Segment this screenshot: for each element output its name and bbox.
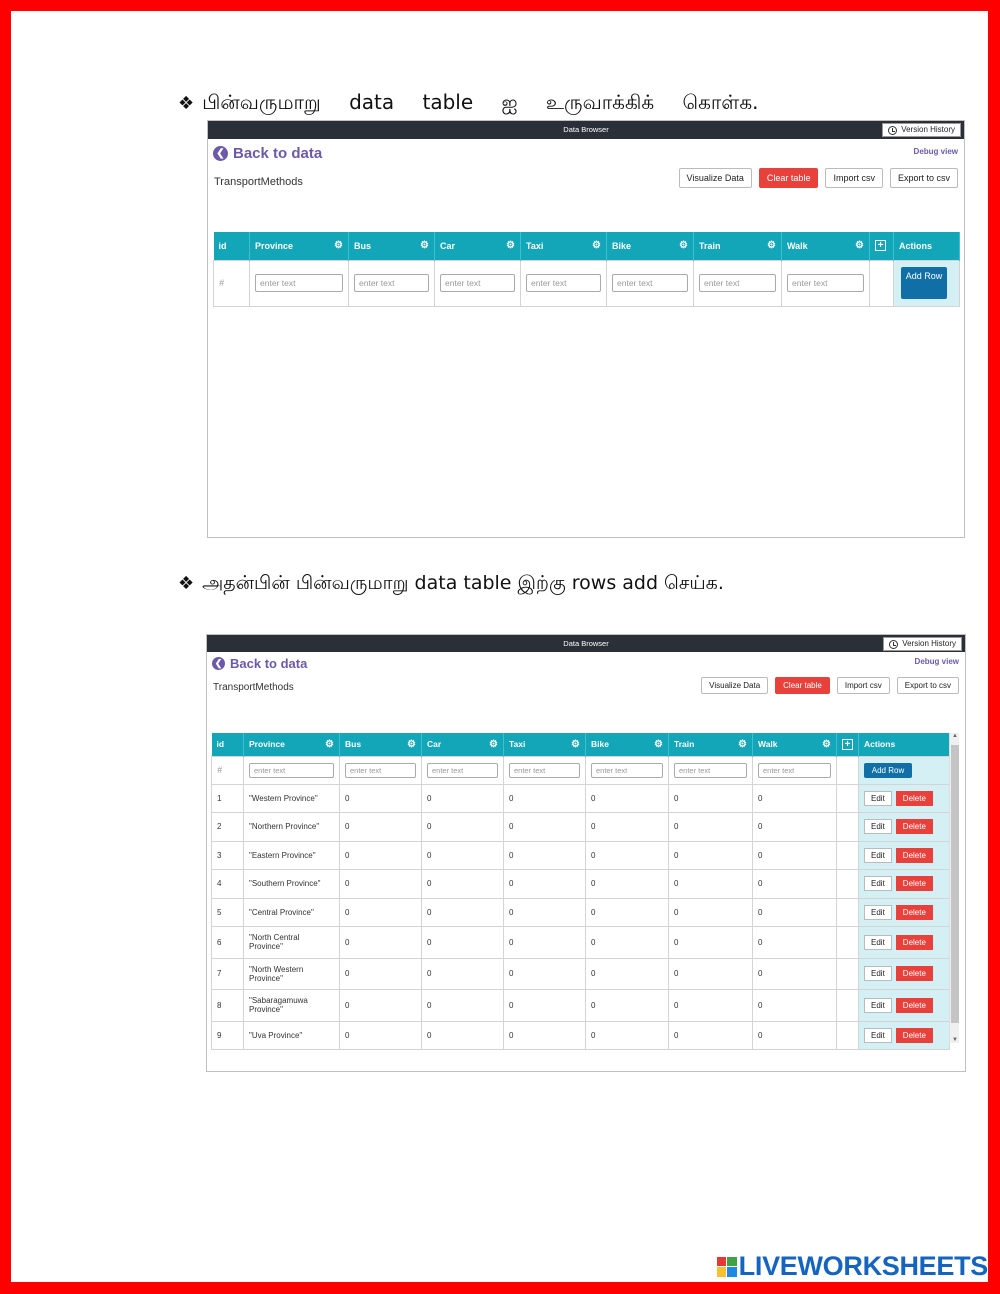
table-row: [212, 1021, 950, 1050]
row-actions: [864, 935, 944, 950]
header-row: [212, 733, 950, 756]
cell-car: 0: [422, 1021, 504, 1050]
gear-icon[interactable]: ⚙: [325, 738, 334, 750]
cell-province: "Uva Province": [244, 1021, 340, 1050]
cell-train: 0: [669, 990, 753, 1022]
actions-cell: [859, 990, 950, 1022]
clear-table-button[interactable]: Clear table: [759, 168, 819, 188]
spacer-cell: [870, 260, 894, 306]
arrow-left-icon: ❮: [213, 146, 228, 161]
gear-icon[interactable]: ⚙: [334, 240, 343, 252]
cell-bus: 0: [340, 898, 422, 927]
add-row-button[interactable]: Add Row: [864, 763, 912, 778]
actions-cell: [859, 898, 950, 927]
cell-walk: 0: [753, 990, 837, 1022]
data-browser-screenshot-filled: [206, 634, 966, 1072]
spacer-cell: [837, 927, 859, 959]
visualize-data-button[interactable]: Visualize Data: [679, 168, 752, 188]
cell-taxi: 0: [504, 841, 586, 870]
province-input[interactable]: enter text: [249, 763, 334, 778]
col-header-actions: Actions: [894, 232, 960, 260]
instruction-text-1: பின்வருமாறு data table ஐ உருவாக்கிக் கொள்க.: [202, 90, 759, 114]
cell-id: 4: [212, 870, 244, 899]
table-row: [212, 841, 950, 870]
bus-input[interactable]: enter text: [354, 274, 429, 292]
logo-square: [717, 1257, 727, 1267]
cell-province: "North Western Province": [244, 958, 340, 990]
table-name: TransportMethods: [213, 682, 294, 693]
cell-taxi: 0: [504, 784, 586, 813]
cell-walk: 0: [753, 870, 837, 899]
col-header-bike[interactable]: [607, 232, 694, 260]
cell-walk: 0: [753, 927, 837, 959]
table-row: [212, 927, 950, 959]
logo-square: [727, 1267, 737, 1277]
toolbar: [701, 677, 959, 694]
train-input[interactable]: enter text: [674, 763, 747, 778]
gear-icon[interactable]: ⚙: [420, 240, 429, 252]
gear-icon[interactable]: ⚙: [822, 738, 831, 750]
cell-province: "Southern Province": [244, 870, 340, 899]
col-label: Province: [249, 739, 285, 750]
cell-bus: 0: [340, 1021, 422, 1050]
col-label: Car: [427, 739, 442, 750]
cell-taxi: 0: [504, 958, 586, 990]
car-input[interactable]: enter text: [440, 274, 515, 292]
spacer-cell: [837, 813, 859, 842]
gear-icon[interactable]: ⚙: [855, 240, 864, 252]
cell-walk: 0: [753, 1021, 837, 1050]
visualize-data-button[interactable]: Visualize Data: [701, 677, 768, 694]
data-table: [213, 232, 960, 307]
cell-car: 0: [422, 958, 504, 990]
cell-bike: 0: [586, 990, 669, 1022]
cell-train: 0: [669, 784, 753, 813]
col-header-taxi[interactable]: [504, 733, 586, 756]
version-history-button[interactable]: [882, 123, 961, 137]
instruction-step-1: [178, 90, 759, 117]
cell-bus: 0: [340, 958, 422, 990]
gear-icon[interactable]: ⚙: [571, 738, 580, 750]
cell-train: 0: [669, 958, 753, 990]
col-header-walk[interactable]: [753, 733, 837, 756]
cell-bus: 0: [340, 990, 422, 1022]
cell-train: 0: [669, 927, 753, 959]
cell-walk: 0: [753, 841, 837, 870]
cell-bike: 0: [586, 927, 669, 959]
cell-walk: 0: [753, 958, 837, 990]
row-actions: [864, 876, 944, 891]
col-header-id: id: [212, 733, 244, 756]
cell-bus: 0: [340, 927, 422, 959]
table-row: [212, 898, 950, 927]
edit-button[interactable]: Edit: [864, 935, 892, 950]
add-row-button[interactable]: Add Row: [901, 267, 947, 299]
delete-button[interactable]: Delete: [896, 905, 933, 920]
cell-bus: 0: [340, 813, 422, 842]
back-to-data-link[interactable]: [213, 145, 322, 162]
bus-input[interactable]: enter text: [345, 763, 416, 778]
edit-button[interactable]: Edit: [864, 998, 892, 1013]
row-actions: [864, 848, 944, 863]
cell-id: 5: [212, 898, 244, 927]
actions-cell: [894, 260, 960, 306]
arrow-left-icon: ❮: [212, 657, 225, 670]
row-actions: [864, 905, 944, 920]
version-history-label: Version History: [902, 639, 956, 648]
cell-taxi: 0: [504, 1021, 586, 1050]
gear-icon[interactable]: ⚙: [654, 738, 663, 750]
col-label: Train: [699, 240, 721, 251]
clear-table-button[interactable]: Clear table: [775, 677, 830, 694]
version-history-button[interactable]: [883, 637, 962, 651]
hash-label: #: [219, 278, 225, 288]
edit-button[interactable]: Edit: [864, 876, 892, 891]
row-actions: [864, 998, 944, 1013]
logo-text: LIVEWORKSHEETS: [738, 1251, 988, 1281]
col-label: Walk: [758, 739, 778, 750]
gear-icon[interactable]: ⚙: [592, 240, 601, 252]
logo-square: [717, 1267, 727, 1277]
new-row: [214, 260, 960, 306]
taxi-input[interactable]: enter text: [526, 274, 601, 292]
debug-view-link[interactable]: Debug view: [914, 657, 959, 666]
col-label: Taxi: [509, 739, 526, 750]
cell-province: "Eastern Province": [244, 841, 340, 870]
cell-car: 0: [422, 784, 504, 813]
car-input[interactable]: enter text: [427, 763, 498, 778]
cell-car: 0: [422, 813, 504, 842]
back-label: Back to data: [233, 145, 323, 162]
actions-cell: [859, 756, 950, 784]
top-bar: [207, 635, 965, 652]
delete-button[interactable]: Delete: [896, 935, 933, 950]
gear-icon[interactable]: ⚙: [506, 240, 515, 252]
cell-bike: 0: [586, 841, 669, 870]
row-actions: [864, 791, 944, 806]
edit-button[interactable]: Edit: [864, 1028, 892, 1043]
col-header-province[interactable]: [250, 232, 349, 260]
cell-province: "Northern Province": [244, 813, 340, 842]
gear-icon[interactable]: ⚙: [489, 738, 498, 750]
cell-car: 0: [422, 898, 504, 927]
col-header-bus[interactable]: [349, 232, 435, 260]
spacer-cell: [837, 870, 859, 899]
actions-cell: [859, 813, 950, 842]
cell-bus: 0: [340, 784, 422, 813]
scroll-thumb[interactable]: [951, 745, 959, 1023]
cell-bus: 0: [340, 870, 422, 899]
liveworksheets-logo: [717, 1251, 988, 1282]
edit-button[interactable]: Edit: [864, 819, 892, 834]
cell-car: 0: [422, 990, 504, 1022]
actions-cell: [859, 870, 950, 899]
walk-input[interactable]: enter text: [787, 274, 864, 292]
instruction-text-2: அதன்பின் பின்வருமாறு data table இற்கு rows add செய்க.: [202, 572, 724, 594]
cell-id: 9: [212, 1021, 244, 1050]
cell-car: 0: [422, 841, 504, 870]
delete-button[interactable]: Delete: [896, 1028, 933, 1043]
taxi-input[interactable]: enter text: [509, 763, 580, 778]
export-csv-button[interactable]: Export to csv: [897, 677, 959, 694]
scroll-up-icon[interactable]: ▲: [952, 733, 958, 739]
table-row: [212, 958, 950, 990]
add-column-button[interactable]: [870, 232, 894, 260]
cell-bike: 0: [586, 898, 669, 927]
add-column-button[interactable]: [837, 733, 859, 756]
export-csv-button[interactable]: Export to csv: [890, 168, 958, 188]
bike-input[interactable]: enter text: [591, 763, 663, 778]
spacer-cell: [837, 841, 859, 870]
col-header-train[interactable]: [669, 733, 753, 756]
toolbar: [679, 168, 958, 188]
cell-bike: 0: [586, 784, 669, 813]
walk-input[interactable]: enter text: [758, 763, 831, 778]
scroll-down-icon[interactable]: ▼: [952, 1037, 958, 1043]
new-row: [212, 756, 950, 784]
cell-province: "Western Province": [244, 784, 340, 813]
import-csv-button[interactable]: Import csv: [825, 168, 883, 188]
data-browser-screenshot-empty: [207, 120, 965, 538]
cell-train: 0: [669, 898, 753, 927]
cell-id: 7: [212, 958, 244, 990]
cell-id: 6: [212, 927, 244, 959]
delete-button[interactable]: Delete: [896, 966, 933, 981]
cell-taxi: 0: [504, 870, 586, 899]
delete-button[interactable]: Delete: [896, 791, 933, 806]
col-label: Bus: [354, 240, 372, 251]
row-actions: [864, 819, 944, 834]
app-title: Data Browser: [563, 639, 609, 648]
import-csv-button[interactable]: Import csv: [837, 677, 890, 694]
gear-icon[interactable]: ⚙: [767, 240, 776, 252]
table-row: [212, 870, 950, 899]
delete-button[interactable]: Delete: [896, 819, 933, 834]
col-header-car[interactable]: [435, 232, 521, 260]
gear-icon[interactable]: ⚙: [407, 738, 416, 750]
col-label: Train: [674, 739, 695, 750]
delete-button[interactable]: Delete: [896, 848, 933, 863]
top-bar: [208, 121, 964, 139]
spacer-cell: [837, 784, 859, 813]
cell-bike: 0: [586, 813, 669, 842]
col-header-taxi[interactable]: [521, 232, 607, 260]
edit-button[interactable]: Edit: [864, 966, 892, 981]
spacer-cell: [837, 756, 859, 784]
table-row: [212, 784, 950, 813]
col-header-car[interactable]: [422, 733, 504, 756]
table-name: TransportMethods: [214, 176, 303, 188]
bullet-icon: ❖: [178, 93, 195, 114]
col-label: Province: [255, 240, 294, 251]
actions-cell: [859, 841, 950, 870]
edit-button[interactable]: Edit: [864, 791, 892, 806]
logo-square: [727, 1257, 737, 1267]
cell-train: 0: [669, 841, 753, 870]
cell-taxi: 0: [504, 898, 586, 927]
col-header-actions: Actions: [859, 733, 950, 756]
col-header-province[interactable]: [244, 733, 340, 756]
col-label: Walk: [787, 240, 808, 251]
col-header-walk[interactable]: [782, 232, 870, 260]
cell-taxi: 0: [504, 990, 586, 1022]
col-label: Bike: [612, 240, 632, 251]
cell-train: 0: [669, 813, 753, 842]
spacer-cell: [837, 898, 859, 927]
delete-button[interactable]: Delete: [896, 876, 933, 891]
instruction-step-2: [178, 572, 724, 597]
cell-province: "Central Province": [244, 898, 340, 927]
back-label: Back to data: [230, 656, 308, 671]
cell-id: 3: [212, 841, 244, 870]
cell-taxi: 0: [504, 813, 586, 842]
row-actions: [864, 1028, 944, 1043]
col-label: Car: [440, 240, 456, 251]
cell-car: 0: [422, 870, 504, 899]
cell-id: 1: [212, 784, 244, 813]
table-row: [212, 990, 950, 1022]
data-table: [211, 733, 950, 1050]
spacer-cell: [837, 958, 859, 990]
cell-walk: 0: [753, 784, 837, 813]
cell-train: 0: [669, 1021, 753, 1050]
col-label: Bus: [345, 739, 362, 750]
train-input[interactable]: enter text: [699, 274, 776, 292]
table-row: [212, 813, 950, 842]
cell-id: 8: [212, 990, 244, 1022]
cell-bus: 0: [340, 841, 422, 870]
edit-button[interactable]: Edit: [864, 848, 892, 863]
cell-walk: 0: [753, 898, 837, 927]
clock-icon: [889, 640, 898, 649]
cell-bike: 0: [586, 870, 669, 899]
col-label: Taxi: [526, 240, 544, 251]
spacer-cell: [837, 990, 859, 1022]
bullet-icon: ❖: [178, 573, 195, 594]
col-header-train[interactable]: [694, 232, 782, 260]
row-actions: [864, 966, 944, 981]
bike-input[interactable]: enter text: [612, 274, 688, 292]
col-header-bus[interactable]: [340, 733, 422, 756]
gear-icon[interactable]: ⚙: [738, 738, 747, 750]
col-header-id: id: [214, 232, 250, 260]
spacer-cell: [837, 1021, 859, 1050]
hash-label: #: [217, 765, 223, 775]
actions-cell: [859, 1021, 950, 1050]
cell-province: "North Central Province": [244, 927, 340, 959]
plus-icon: +: [842, 739, 853, 750]
table-scrollbar[interactable]: [949, 733, 959, 1043]
app-title: Data Browser: [563, 125, 609, 134]
cell-walk: 0: [753, 813, 837, 842]
cell-bike: 0: [586, 958, 669, 990]
debug-view-link[interactable]: Debug view: [913, 147, 958, 156]
cell-bike: 0: [586, 1021, 669, 1050]
col-header-bike[interactable]: [586, 733, 669, 756]
version-history-label: Version History: [901, 125, 955, 134]
cell-taxi: 0: [504, 927, 586, 959]
edit-button[interactable]: Edit: [864, 905, 892, 920]
back-to-data-link[interactable]: [212, 656, 307, 671]
actions-cell: [859, 958, 950, 990]
actions-cell: [859, 784, 950, 813]
cell-id: 2: [212, 813, 244, 842]
col-label: Bike: [591, 739, 609, 750]
province-input[interactable]: enter text: [255, 274, 343, 292]
new-row-marker: [214, 260, 250, 306]
delete-button[interactable]: Delete: [896, 998, 933, 1013]
gear-icon[interactable]: ⚙: [679, 240, 688, 252]
clock-icon: [888, 126, 897, 135]
cell-train: 0: [669, 870, 753, 899]
cell-province: "Sabaragamuwa Province": [244, 990, 340, 1022]
new-row-marker: [212, 756, 244, 784]
plus-icon: +: [875, 240, 886, 251]
logo-mark-icon: [717, 1257, 737, 1277]
cell-car: 0: [422, 927, 504, 959]
actions-cell: [859, 927, 950, 959]
header-row: [214, 232, 960, 260]
